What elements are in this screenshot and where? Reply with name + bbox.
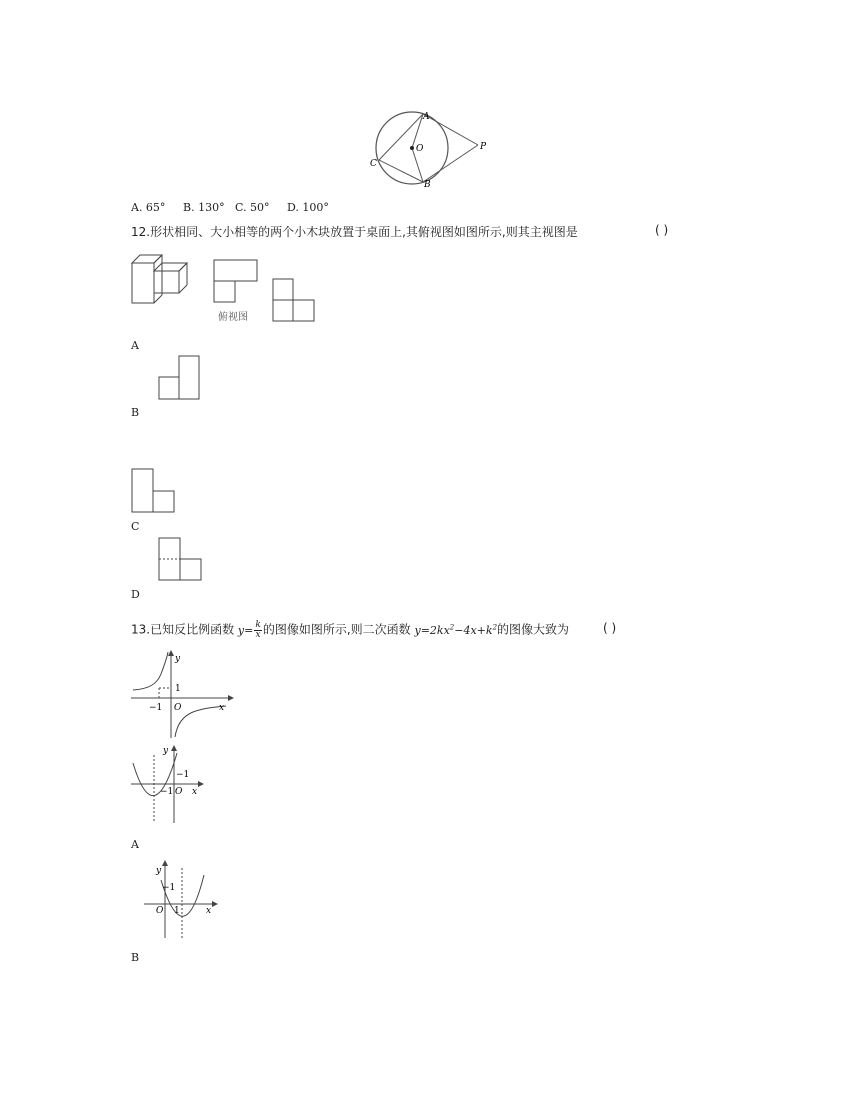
q12-3d-blocks [131, 253, 191, 305]
label-o: O [416, 144, 424, 154]
q13-suffix: 的图像大致为 [497, 622, 570, 637]
q12-answer-paren: ( ) [655, 223, 669, 237]
q12-option-b-label: B [131, 406, 140, 419]
center-dot [410, 146, 414, 150]
svg-text:O: O [175, 787, 183, 797]
q13-option-a-label: A [131, 838, 139, 851]
svg-text:O: O [174, 703, 182, 713]
q13-option-b-label: B [131, 951, 140, 964]
svg-text:y: y [163, 746, 169, 756]
q13-hyperbola-graph [131, 650, 231, 740]
q11-option-b: B. 130° [183, 201, 225, 214]
svg-text:y: y [156, 866, 162, 876]
q13-fraction: $\frac{k}{x}$ [255, 620, 261, 641]
label-p: P [480, 142, 487, 152]
label-b: B [424, 180, 431, 190]
chord-cb [379, 160, 423, 182]
svg-text:y: y [175, 654, 181, 664]
q12-side-view [272, 278, 316, 324]
q12-option-c-figure [131, 468, 179, 514]
q13-quadratic: $y=2kx^2-4x+k^2$ [414, 623, 498, 637]
svg-text:−1: −1 [176, 770, 190, 780]
q11-option-c: C. 50° [235, 201, 270, 214]
q12-option-a-figure [158, 355, 202, 401]
q13-answer-paren: ( ) [603, 621, 617, 635]
svg-text:x: x [219, 703, 225, 713]
q12-option-d-figure [158, 537, 204, 583]
q11-option-d: D. 100° [287, 201, 329, 214]
svg-text:1: 1 [175, 684, 181, 694]
q12-stem: 12.形状相同、大小相等的两个小木块放置于桌面上,其俯视图如图所示,则其主视图是 [131, 225, 578, 239]
q11-option-a: A. 65° [131, 201, 166, 214]
q12-top-view [213, 259, 259, 305]
q12-option-c-label: C [131, 520, 140, 533]
svg-text:−1: −1 [149, 703, 163, 713]
q13-option-b-graph [144, 860, 220, 940]
svg-text:1: 1 [174, 906, 180, 916]
q13-middle: 的图像如图所示,则二次函数 [262, 622, 411, 637]
svg-text:x: x [192, 787, 198, 797]
svg-text:−1: −1 [160, 787, 174, 797]
label-c: C [370, 159, 377, 169]
q11-circle-figure [365, 105, 505, 190]
tangent-pa [423, 114, 478, 145]
hyperbola-branch-left [133, 652, 168, 690]
tangent-pb [423, 145, 478, 182]
q12-option-a-label: A [131, 339, 139, 352]
q12-top-view-caption: 俯视图 [218, 312, 248, 323]
label-a: A [423, 112, 430, 122]
q13-prefix: 13.已知反比例函数 [131, 622, 235, 637]
svg-text:O: O [156, 906, 164, 916]
q13-option-a-graph [131, 743, 206, 825]
q13-fn1-y: y= [237, 623, 254, 637]
svg-text:−1: −1 [162, 883, 176, 893]
q12-option-d-label: D [131, 588, 140, 601]
q13-stem [131, 616, 569, 642]
svg-text:x: x [206, 906, 212, 916]
